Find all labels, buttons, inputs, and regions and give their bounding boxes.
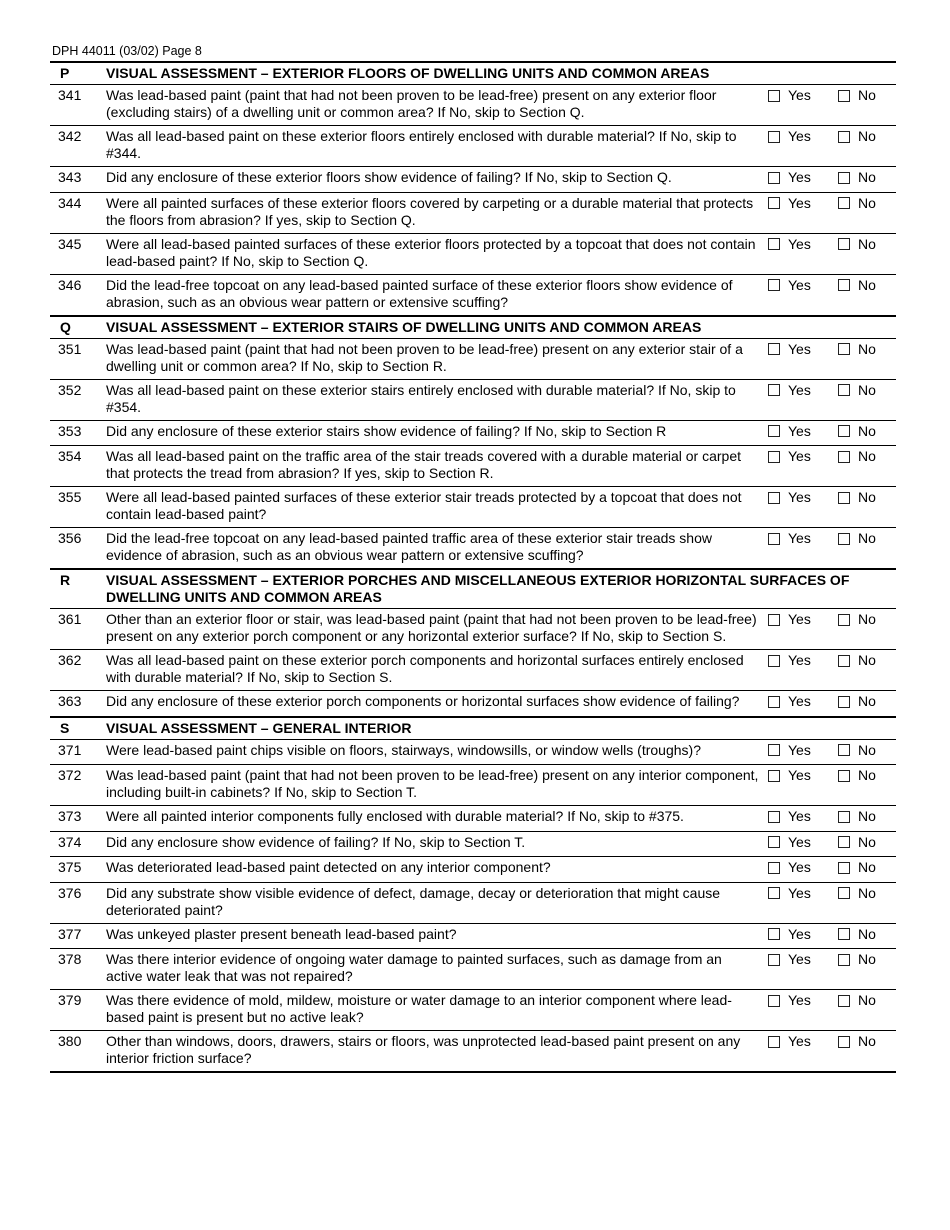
yes-label: Yes	[788, 652, 811, 668]
question-number: 344	[50, 192, 100, 233]
no-checkbox[interactable]	[838, 90, 850, 102]
assessment-table	[50, 61, 896, 1073]
no-checkbox[interactable]	[838, 811, 850, 823]
question-text: Did any substrate show visible evidence of defect, damage, decay or deterioration that might cause deteriorated paint?	[100, 882, 768, 923]
no-option-cell	[838, 487, 896, 528]
yes-option-cell	[768, 126, 838, 167]
no-option-cell	[838, 857, 896, 883]
section-title: VISUAL ASSESSMENT – GENERAL INTERIOR	[100, 717, 896, 740]
no-checkbox[interactable]	[838, 614, 850, 626]
yes-option-cell	[768, 1031, 838, 1073]
yes-option[interactable]	[768, 951, 811, 968]
no-label: No	[858, 951, 876, 967]
yes-label: Yes	[788, 276, 811, 293]
no-option-cell	[838, 126, 896, 167]
yes-label: Yes	[788, 925, 811, 942]
question-number: 363	[50, 691, 100, 717]
question-text: Was all lead-based paint on these exterior porch components and horizontal surfaces entirely enclosed with durable material? If No, skip to Section S.	[100, 650, 768, 691]
yes-option-cell	[768, 765, 838, 806]
yes-option-cell	[768, 882, 838, 923]
yes-option[interactable]	[768, 530, 811, 547]
question-number: 351	[50, 338, 100, 379]
yes-option-cell	[768, 990, 838, 1031]
yes-label: Yes	[788, 741, 811, 758]
question-row-353	[50, 420, 896, 446]
section-title: VISUAL ASSESSMENT – EXTERIOR STAIRS OF DWELLING UNITS AND COMMON AREAS	[100, 316, 896, 339]
question-row-342	[50, 126, 896, 167]
no-label: No	[858, 611, 876, 627]
yes-label: Yes	[788, 448, 811, 464]
no-label: No	[858, 235, 876, 252]
yes-checkbox[interactable]	[768, 862, 780, 874]
yes-option[interactable]	[768, 236, 811, 253]
question-number: 341	[50, 85, 100, 126]
yes-checkbox[interactable]	[768, 279, 780, 291]
yes-option-cell	[768, 420, 838, 446]
yes-option-cell	[768, 923, 838, 949]
question-row-361	[50, 609, 896, 650]
no-label: No	[858, 741, 876, 758]
yes-checkbox[interactable]	[768, 238, 780, 250]
yes-option[interactable]	[768, 926, 811, 943]
yes-option[interactable]	[768, 169, 811, 186]
question-text: Was all lead-based paint on these exterior floors entirely enclosed with durable material? If No, skip to #344.	[100, 126, 768, 167]
no-checkbox[interactable]	[838, 451, 850, 463]
question-number: 376	[50, 882, 100, 923]
yes-option-cell	[768, 650, 838, 691]
yes-option[interactable]	[768, 885, 811, 902]
question-number: 346	[50, 274, 100, 316]
yes-option[interactable]	[768, 277, 811, 294]
yes-label: Yes	[788, 169, 811, 185]
yes-checkbox[interactable]	[768, 887, 780, 899]
yes-option[interactable]	[768, 859, 811, 876]
question-row-379	[50, 990, 896, 1031]
no-option-cell	[838, 923, 896, 949]
yes-label: Yes	[788, 422, 811, 439]
no-checkbox[interactable]	[838, 887, 850, 899]
assessment-body	[50, 62, 896, 1072]
question-row-377	[50, 923, 896, 949]
section-letter: Q	[50, 316, 100, 339]
no-option-cell	[838, 831, 896, 857]
yes-checkbox[interactable]	[768, 90, 780, 102]
yes-label: Yes	[788, 530, 811, 546]
question-number: 361	[50, 609, 100, 650]
no-label: No	[858, 884, 876, 901]
no-option[interactable]	[838, 951, 876, 968]
yes-option-cell	[768, 949, 838, 990]
section-letter: P	[50, 62, 100, 85]
question-text: Was there interior evidence of ongoing water damage to painted surfaces, such as damage from an active water leak that was not repaired?	[100, 949, 768, 990]
yes-option[interactable]	[768, 693, 811, 710]
no-checkbox[interactable]	[838, 197, 850, 209]
no-option[interactable]	[838, 1033, 876, 1050]
question-row-356	[50, 528, 896, 570]
yes-option[interactable]	[768, 834, 811, 851]
no-checkbox[interactable]	[838, 770, 850, 782]
yes-option[interactable]	[768, 448, 811, 465]
no-option-cell	[838, 379, 896, 420]
yes-label: Yes	[788, 128, 811, 144]
no-checkbox[interactable]	[838, 928, 850, 940]
question-number: 353	[50, 420, 100, 446]
question-number: 343	[50, 167, 100, 193]
section-title: VISUAL ASSESSMENT – EXTERIOR FLOORS OF DWELLING UNITS AND COMMON AREAS	[100, 62, 896, 85]
no-label: No	[858, 381, 876, 398]
yes-option-cell	[768, 857, 838, 883]
question-number: 372	[50, 765, 100, 806]
yes-option-cell	[768, 192, 838, 233]
no-label: No	[858, 693, 876, 709]
no-option[interactable]	[838, 834, 876, 851]
yes-option[interactable]	[768, 87, 811, 104]
question-row-363	[50, 691, 896, 717]
question-text: Were all painted interior components fully enclosed with durable material? If No, skip to #375.	[100, 806, 768, 832]
yes-option-cell	[768, 528, 838, 570]
question-number: 362	[50, 650, 100, 691]
yes-checkbox[interactable]	[768, 343, 780, 355]
yes-checkbox[interactable]	[768, 172, 780, 184]
question-text: Did any enclosure of these exterior porch components or horizontal surfaces show evidence of failing?	[100, 691, 768, 717]
yes-label: Yes	[788, 381, 811, 398]
question-row-372	[50, 765, 896, 806]
yes-option[interactable]	[768, 767, 811, 784]
question-row-343	[50, 167, 896, 193]
no-checkbox[interactable]	[838, 1036, 850, 1048]
section-header-s	[50, 717, 896, 740]
no-option[interactable]	[838, 693, 876, 710]
yes-option-cell	[768, 487, 838, 528]
yes-option[interactable]	[768, 808, 811, 825]
no-option[interactable]	[838, 169, 876, 186]
yes-checkbox[interactable]	[768, 197, 780, 209]
no-checkbox[interactable]	[838, 995, 850, 1007]
yes-option[interactable]	[768, 382, 811, 399]
no-option[interactable]	[838, 652, 876, 669]
question-number: 374	[50, 831, 100, 857]
question-text: Was all lead-based paint on the traffic area of the stair treads covered with a durable material or carpet that protects the tread from abrasion? If yes, skip to Section R.	[100, 446, 768, 487]
yes-checkbox[interactable]	[768, 451, 780, 463]
no-option[interactable]	[838, 448, 876, 465]
question-row-345	[50, 233, 896, 274]
yes-label: Yes	[788, 992, 811, 1008]
no-checkbox[interactable]	[838, 172, 850, 184]
yes-checkbox[interactable]	[768, 425, 780, 437]
no-label: No	[858, 87, 876, 103]
no-option-cell	[838, 949, 896, 990]
no-option[interactable]	[838, 382, 876, 399]
question-row-352	[50, 379, 896, 420]
no-label: No	[858, 859, 876, 875]
section-letter: S	[50, 717, 100, 740]
yes-option[interactable]	[768, 652, 811, 669]
question-number: 378	[50, 949, 100, 990]
yes-label: Yes	[788, 833, 811, 850]
yes-checkbox[interactable]	[768, 811, 780, 823]
yes-checkbox[interactable]	[768, 131, 780, 143]
yes-label: Yes	[788, 1033, 811, 1049]
no-option-cell	[838, 990, 896, 1031]
no-checkbox[interactable]	[838, 131, 850, 143]
question-text: Was lead-based paint (paint that had not been proven to be lead-free) present on any exterior floor (excluding stairs) of a dwelling unit or common area? If No, skip to Section Q.	[100, 85, 768, 126]
section-header-q	[50, 316, 896, 339]
yes-option[interactable]	[768, 195, 811, 212]
yes-checkbox[interactable]	[768, 954, 780, 966]
no-option[interactable]	[838, 195, 876, 212]
question-number: 342	[50, 126, 100, 167]
no-option[interactable]	[838, 885, 876, 902]
yes-label: Yes	[788, 489, 811, 505]
yes-label: Yes	[788, 951, 811, 967]
yes-label: Yes	[788, 194, 811, 211]
yes-option[interactable]	[768, 489, 811, 506]
yes-option-cell	[768, 274, 838, 316]
yes-checkbox[interactable]	[768, 655, 780, 667]
no-option[interactable]	[838, 236, 876, 253]
question-text: Were lead-based paint chips visible on floors, stairways, windowsills, or window wells (troughs)?	[100, 739, 768, 765]
no-option[interactable]	[838, 611, 876, 628]
no-option[interactable]	[838, 808, 876, 825]
yes-label: Yes	[788, 87, 811, 103]
no-option-cell	[838, 338, 896, 379]
no-checkbox[interactable]	[838, 533, 850, 545]
no-option[interactable]	[838, 87, 876, 104]
section-letter: R	[50, 569, 100, 609]
yes-option[interactable]	[768, 992, 811, 1009]
yes-label: Yes	[788, 884, 811, 901]
question-row-346	[50, 274, 896, 316]
no-checkbox[interactable]	[838, 655, 850, 667]
question-text: Were all painted surfaces of these exterior floors covered by carpeting or a durable material that protects the floors from abrasion? If yes, skip to Section Q.	[100, 192, 768, 233]
yes-label: Yes	[788, 808, 811, 824]
no-option-cell	[838, 528, 896, 570]
yes-checkbox[interactable]	[768, 744, 780, 756]
yes-option[interactable]	[768, 611, 811, 628]
question-text: Did any enclosure of these exterior stairs show evidence of failing? If No, skip to Section R	[100, 420, 768, 446]
no-option[interactable]	[838, 277, 876, 294]
form-id: DPH 44011 (03/02) Page 8	[52, 44, 202, 58]
question-number: 356	[50, 528, 100, 570]
no-option-cell	[838, 765, 896, 806]
yes-label: Yes	[788, 340, 811, 357]
question-number: 352	[50, 379, 100, 420]
no-label: No	[858, 925, 876, 942]
no-option-cell	[838, 420, 896, 446]
yes-option-cell	[768, 379, 838, 420]
no-checkbox[interactable]	[838, 696, 850, 708]
no-checkbox[interactable]	[838, 343, 850, 355]
no-option-cell	[838, 1031, 896, 1073]
question-row-355	[50, 487, 896, 528]
yes-option-cell	[768, 691, 838, 717]
question-row-362	[50, 650, 896, 691]
yes-option-cell	[768, 85, 838, 126]
no-option[interactable]	[838, 530, 876, 547]
question-text: Was lead-based paint (paint that had not been proven to be lead-free) present on any interior component, including built-in cabinets? If No, skip to Section T.	[100, 765, 768, 806]
yes-option-cell	[768, 446, 838, 487]
no-label: No	[858, 276, 876, 293]
question-text: Was unkeyed plaster present beneath lead-based paint?	[100, 923, 768, 949]
yes-checkbox[interactable]	[768, 1036, 780, 1048]
no-label: No	[858, 767, 876, 783]
no-label: No	[858, 489, 876, 505]
no-label: No	[858, 833, 876, 850]
yes-checkbox[interactable]	[768, 696, 780, 708]
yes-label: Yes	[788, 611, 811, 627]
question-row-341	[50, 85, 896, 126]
yes-label: Yes	[788, 859, 811, 875]
yes-checkbox[interactable]	[768, 614, 780, 626]
question-number: 379	[50, 990, 100, 1031]
yes-option-cell	[768, 233, 838, 274]
question-row-375	[50, 857, 896, 883]
yes-option[interactable]	[768, 423, 811, 440]
yes-checkbox[interactable]	[768, 995, 780, 1007]
question-number: 355	[50, 487, 100, 528]
question-number: 380	[50, 1031, 100, 1073]
no-checkbox[interactable]	[838, 836, 850, 848]
no-label: No	[858, 1033, 876, 1049]
no-option[interactable]	[838, 423, 876, 440]
yes-option[interactable]	[768, 341, 811, 358]
no-option-cell	[838, 85, 896, 126]
yes-option[interactable]	[768, 742, 811, 759]
question-number: 354	[50, 446, 100, 487]
question-number: 375	[50, 857, 100, 883]
no-option[interactable]	[838, 128, 876, 145]
question-text: Was lead-based paint (paint that had not been proven to be lead-free) present on any exterior stair of a dwelling unit or common area? If No, skip to Section R.	[100, 338, 768, 379]
question-row-374	[50, 831, 896, 857]
no-checkbox[interactable]	[838, 384, 850, 396]
section-header-r	[50, 569, 896, 609]
no-option-cell	[838, 233, 896, 274]
no-option[interactable]	[838, 489, 876, 506]
no-option-cell	[838, 806, 896, 832]
no-label: No	[858, 530, 876, 546]
question-text: Did the lead-free topcoat on any lead-based painted traffic area of these exterior stair treads show evidence of abrasion, such as an obvious wear pattern or extensive scuffing?	[100, 528, 768, 570]
question-text: Did the lead-free topcoat on any lead-based painted surface of these exterior floors show evidence of abrasion, such as an obvious wear pattern or extensive scuffing?	[100, 274, 768, 316]
no-option[interactable]	[838, 341, 876, 358]
question-row-380	[50, 1031, 896, 1073]
section-header-p	[50, 62, 896, 85]
yes-checkbox[interactable]	[768, 384, 780, 396]
yes-option-cell	[768, 739, 838, 765]
no-option-cell	[838, 691, 896, 717]
no-checkbox[interactable]	[838, 744, 850, 756]
yes-option-cell	[768, 609, 838, 650]
no-checkbox[interactable]	[838, 954, 850, 966]
question-text: Did any enclosure of these exterior floors show evidence of failing? If No, skip to Section Q.	[100, 167, 768, 193]
no-option-cell	[838, 446, 896, 487]
no-checkbox[interactable]	[838, 492, 850, 504]
no-label: No	[858, 422, 876, 439]
no-option[interactable]	[838, 926, 876, 943]
no-option-cell	[838, 739, 896, 765]
question-row-373	[50, 806, 896, 832]
question-row-344	[50, 192, 896, 233]
yes-checkbox[interactable]	[768, 928, 780, 940]
yes-checkbox[interactable]	[768, 492, 780, 504]
no-label: No	[858, 128, 876, 144]
no-label: No	[858, 808, 876, 824]
question-row-371	[50, 739, 896, 765]
no-label: No	[858, 992, 876, 1008]
question-row-354	[50, 446, 896, 487]
no-option[interactable]	[838, 742, 876, 759]
yes-option-cell	[768, 338, 838, 379]
question-number: 377	[50, 923, 100, 949]
no-option-cell	[838, 274, 896, 316]
question-text: Other than an exterior floor or stair, was lead-based paint (paint that had not been proven to be lead-free) present on any exterior porch component or any horizontal exterior surface? If No, skip to Section S.	[100, 609, 768, 650]
no-option[interactable]	[838, 859, 876, 876]
yes-option-cell	[768, 831, 838, 857]
yes-option-cell	[768, 806, 838, 832]
no-option-cell	[838, 650, 896, 691]
yes-checkbox[interactable]	[768, 836, 780, 848]
no-option-cell	[838, 167, 896, 193]
no-checkbox[interactable]	[838, 238, 850, 250]
yes-checkbox[interactable]	[768, 770, 780, 782]
no-checkbox[interactable]	[838, 279, 850, 291]
no-option-cell	[838, 192, 896, 233]
no-label: No	[858, 448, 876, 464]
question-text: Were all lead-based painted surfaces of these exterior floors protected by a topcoat that does not contain lead-based paint? If No, skip to Section Q.	[100, 233, 768, 274]
no-label: No	[858, 169, 876, 185]
yes-label: Yes	[788, 693, 811, 709]
no-option[interactable]	[838, 992, 876, 1009]
question-row-351	[50, 338, 896, 379]
no-checkbox[interactable]	[838, 862, 850, 874]
question-text: Was there evidence of mold, mildew, moisture or water damage to an interior component where lead-based paint is present but no active leak?	[100, 990, 768, 1031]
no-option-cell	[838, 882, 896, 923]
no-option[interactable]	[838, 767, 876, 784]
yes-label: Yes	[788, 767, 811, 783]
question-row-378	[50, 949, 896, 990]
no-checkbox[interactable]	[838, 425, 850, 437]
no-option-cell	[838, 609, 896, 650]
question-text: Other than windows, doors, drawers, stairs or floors, was unprotected lead-based paint present on any interior friction surface?	[100, 1031, 768, 1073]
yes-option[interactable]	[768, 128, 811, 145]
section-title: VISUAL ASSESSMENT – EXTERIOR PORCHES AND MISCELLANEOUS EXTERIOR HORIZONTAL SURFACES OF DWELLING UNITS AND COMMON AREAS	[100, 569, 896, 609]
yes-option-cell	[768, 167, 838, 193]
yes-checkbox[interactable]	[768, 533, 780, 545]
question-text: Was all lead-based paint on these exterior stairs entirely enclosed with durable material? If No, skip to #354.	[100, 379, 768, 420]
question-row-376	[50, 882, 896, 923]
no-label: No	[858, 652, 876, 668]
question-number: 371	[50, 739, 100, 765]
question-text: Were all lead-based painted surfaces of these exterior stair treads protected by a topcoat that does not contain lead-based paint?	[100, 487, 768, 528]
question-number: 373	[50, 806, 100, 832]
question-text: Was deteriorated lead-based paint detected on any interior component?	[100, 857, 768, 883]
question-number: 345	[50, 233, 100, 274]
yes-label: Yes	[788, 235, 811, 252]
question-text: Did any enclosure show evidence of failing? If No, skip to Section T.	[100, 831, 768, 857]
yes-option[interactable]	[768, 1033, 811, 1050]
no-label: No	[858, 340, 876, 357]
no-label: No	[858, 194, 876, 211]
